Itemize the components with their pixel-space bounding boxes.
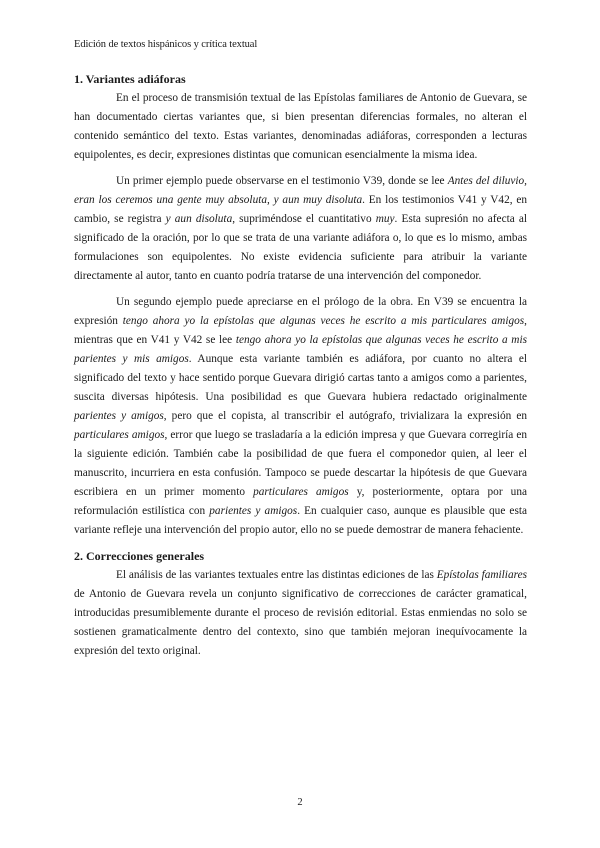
quoted-variant: Antes del diluvio, eran los ceremos una gente muy absoluta, y aun muy disoluta [74,175,528,206]
quoted-variant: parientes y amigos [209,505,298,517]
paragraph: Un primer ejemplo puede observarse en el testimonio V39, donde se lee Antes del diluvio, eran los ceremos una gente muy absoluta, y aun muy disoluta. En los testimonios V41 y V42, en cambio, se registra y aun disoluta, supriméndose el cuantitativo muy. Esta supresión no afecta al significado de la oración, por lo que se trata de una variante adiáfora o, lo que es lo mismo, ambas formulaciones son equipolentes. No existe evidencia suficiente para atribuir la variante directamente al autor, tanto en cuanto podría tratarse de una intervención del componedor. [74,175,528,282]
quoted-variant: particulares amigos [74,429,165,441]
quoted-variant: tengo ahora yo la epístolas que algunas veces he escrito a mis particulares amigos [122,315,525,327]
paragraph: Un segundo ejemplo puede apreciarse en el prólogo de la obra. En V39 se encuentra la expresión tengo ahora yo la epístolas que algunas veces he escrito a mis particulares amigos, mientras que en V41 y V42 se lee tengo ahora yo la epístolas que algunas veces he escrito a mis parientes y mis amigos. Aunque esta variante también es adiáfora, por cuanto no altera el significado del texto y hace sentido porque Guevara dirigió cartas tanto a amigos como a parientes, suscita diversas hipótesis. Una posibilidad es que Guevara hubiera redactado originalmente parientes y amigos, pero que el copista, al transcribir el autógrafo, trivializara la expresión en particulares amigos, error que luego se trasladaría a la edición impresa y que Guevara corregiría en la siguiente edición. También cabe la posibilidad de que fuera el componedor quien, al leer el manuscrito, incurriera en esta confusión. Tampoco se puede descartar la hipótesis de que Guevara escribiera en un primer momento particulares amigos y, posteriormente, optara por una reformulación estilística con parientes y amigos. En cualquier caso, aunque es plausible que esta variante refleje una intervención del propio autor, ello no se puede demostrar de manera fehaciente. [74,296,527,536]
running-header: Edición de textos hispánicos y crítica textual [74,39,258,50]
paragraph: El análisis de las variantes textuales entre las distintas ediciones de las Epístolas familiares de Antonio de Guevara revela un conjunto significativo de correcciones de carácter gramatical, introducidas presumiblemente durante el proceso de revisión editorial. Estas enmiendas no solo se sostienen gramaticalmente dentro del contexto, sino que también mejoran inequívocamente la expresión del texto original. [74,569,527,657]
section-heading-correcciones-generales: 2. Correcciones generales [74,549,205,563]
section-heading-variantes-adiaforas: 1. Variantes adiáforas [74,72,186,86]
quoted-variant: muy [375,213,395,225]
quoted-variant: parientes y amigos [74,410,164,422]
paragraph: En el proceso de transmisión textual de las Epístolas familiares de Antonio de Guevara, se han documentado ciertas variantes que, si bien presentan diferencias formales, no alteran el contenido semántico del texto. Estas variantes, denominadas adiáforas, corresponden a lecturas equipolentes, es decir, expresiones distintas que comunican esencialmente la misma idea. [74,92,527,161]
quoted-variant: tengo ahora yo la epístolas que algunas veces he escrito a mis parientes y mis amigos [74,334,527,365]
quoted-variant: y aun disoluta [165,213,233,225]
quoted-variant: particulares amigos [253,486,349,498]
document-body [74,70,527,661]
page-number: 2 [297,797,303,808]
book-title: Epístolas familiares [436,569,527,581]
